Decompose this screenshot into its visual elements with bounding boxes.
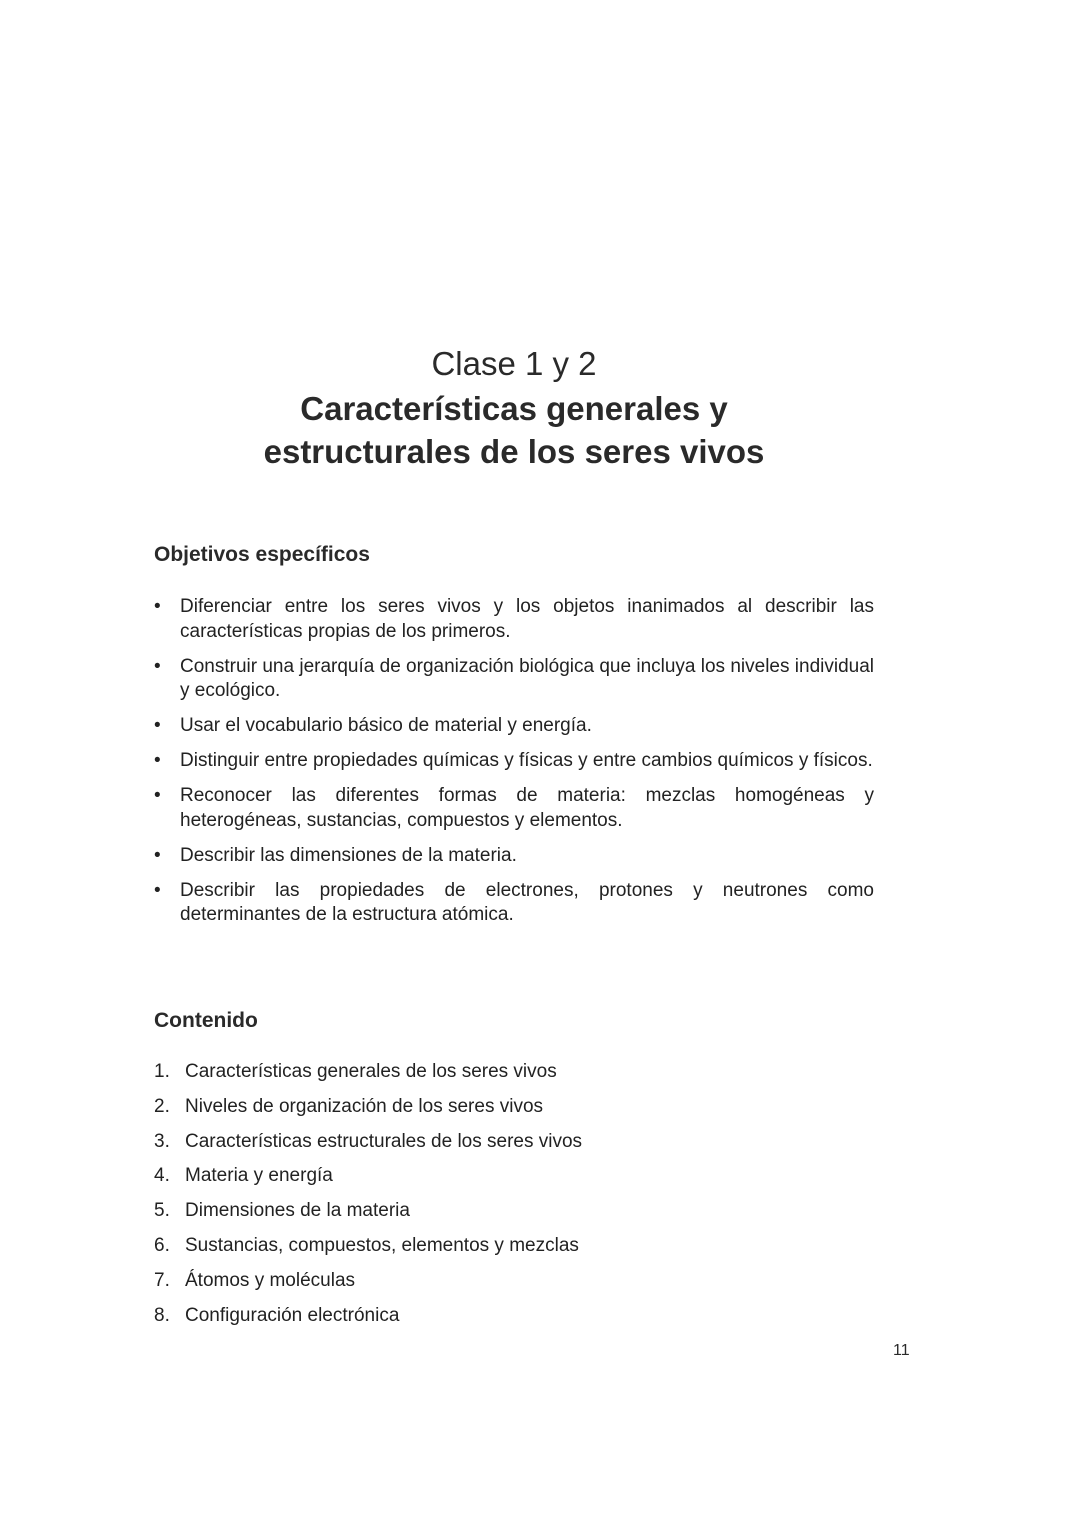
list-item [154,1234,582,1258]
list-item [154,1130,582,1154]
item-number: 6. [154,1234,170,1256]
item-number: 2. [154,1095,170,1117]
objectives-heading: Objetivos específicos [154,543,370,566]
item-number: 8. [154,1304,170,1326]
list-item [154,844,874,869]
list-item [154,1060,582,1084]
bullet-icon: • [154,655,161,677]
bullet-icon: • [154,879,161,901]
item-text: Configuración electrónica [185,1304,400,1326]
objective-text: Reconocer las diferentes formas de materia: mezclas homogéneas y heterogéneas, sustancias, compuestos y elementos. [180,785,874,831]
list-item [154,595,874,644]
page-number: 11 [893,1342,910,1359]
item-text: Niveles de organización de los seres vivos [185,1095,544,1117]
item-text: Características estructurales de los seres vivos [185,1130,583,1152]
list-item [154,1164,582,1188]
chapter-title-line-2: estructurales de los seres vivos [263,433,765,470]
item-number: 3. [154,1130,170,1152]
objective-text: Construir una jerarquía de organización biológica que incluya los niveles individual y ecológico. [180,655,874,701]
list-item [154,784,874,833]
list-item [154,879,874,928]
item-number: 4. [154,1165,170,1187]
list-item [154,1199,582,1223]
chapter-title [0,387,1028,473]
list-item [154,655,874,704]
bullet-icon: • [154,750,161,771]
bullet-icon: • [154,785,161,806]
content-heading: Contenido [154,1009,258,1032]
item-text: Materia y energía [185,1165,333,1187]
list-item [154,1095,582,1119]
class-label: Clase 1 y 2 [431,345,597,382]
list-item [154,714,874,739]
list-item [154,1304,582,1328]
objective-text: Usar el vocabulario básico de material y energía. [180,715,592,736]
list-item [154,1269,582,1293]
item-text: Átomos y moléculas [185,1269,356,1291]
item-text: Características generales de los seres vivos [185,1061,557,1082]
objective-text: Diferenciar entre los seres vivos y los objetos inanimados al describir las características propias de los primeros. [180,596,874,642]
chapter-header [0,343,1028,473]
bullet-icon: • [154,596,161,617]
bullet-icon: • [154,715,161,736]
item-number: 7. [154,1269,170,1291]
bullet-icon: • [154,844,161,866]
list-item [154,749,874,774]
item-text: Sustancias, compuestos, elementos y mezclas [185,1234,579,1256]
objective-text: Describir las propiedades de electrones, protones y neutrones como determinantes de la estructura atómica. [180,879,874,925]
objective-text: Describir las dimensiones de la materia. [180,844,517,866]
item-number: 1. [154,1061,170,1082]
objective-text: Distinguir entre propiedades químicas y físicas y entre cambios químicos y físicos. [180,750,873,771]
chapter-title-line-1: Características generales y [300,390,728,427]
objectives-list [154,595,874,938]
content-list [154,1060,582,1338]
item-number: 5. [154,1200,170,1222]
item-text: Dimensiones de la materia [185,1200,410,1222]
